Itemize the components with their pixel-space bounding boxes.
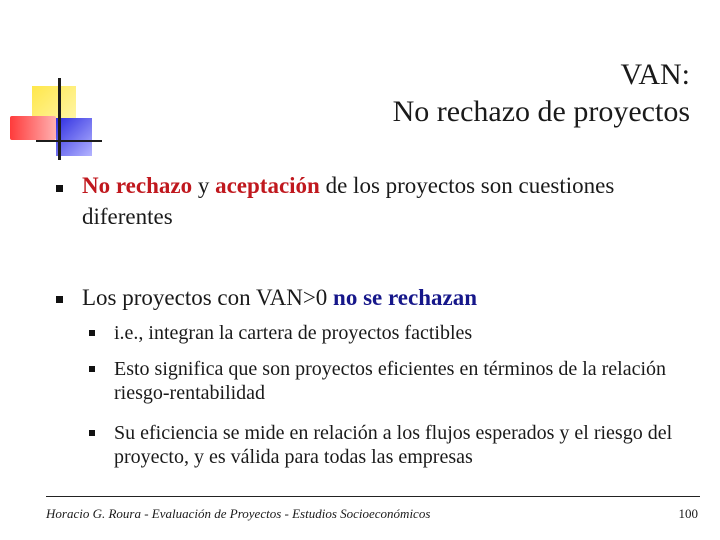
bullet-1-text-y: y	[192, 173, 216, 198]
decorative-logo	[0, 0, 100, 170]
sub-bullet-marker	[89, 330, 95, 336]
bullet-2	[82, 282, 692, 313]
page-number: 100	[678, 506, 698, 521]
sub-bullet-marker	[89, 366, 95, 372]
logo-vertical-line	[58, 78, 61, 160]
sub-bullet-3: Su eficiencia se mide en relación a los flujos esperados y el riesgo del proyecto, y es válida para todas las empresas	[114, 422, 673, 468]
sub-bullet-marker	[89, 430, 95, 436]
logo-horizontal-line	[36, 140, 102, 142]
bullet-marker	[56, 296, 63, 303]
footer-rule	[46, 496, 700, 497]
bullet-1	[82, 170, 692, 232]
logo-red-bar	[10, 116, 56, 140]
bullet-2-text: Los proyectos con VAN>0	[82, 285, 334, 310]
bullet-marker	[56, 185, 63, 192]
bullet-1-term-no-rechazo: No rechazo	[82, 173, 193, 198]
title-line-1: VAN:	[620, 58, 690, 91]
bullet-1-term-aceptacion: aceptación	[215, 173, 320, 198]
title-line-2: No rechazo de proyectos	[392, 95, 690, 128]
sub-bullet-1: i.e., integran la cartera de proyectos factibles	[114, 322, 473, 344]
footer-text: Horacio G. Roura - Evaluación de Proyectos - Estudios Socioeconómicos	[46, 506, 431, 521]
bullet-2-emphasis: no se rechazan	[333, 285, 477, 310]
logo-blue-square	[56, 118, 92, 156]
bullet-1-text-rest: de los proyectos son cuestiones diferentes	[82, 173, 615, 229]
slide-title	[393, 56, 690, 130]
sub-bullet-2: Esto significa que son proyectos eficientes en términos de la relación riesgo-rentabilidad	[114, 358, 667, 404]
